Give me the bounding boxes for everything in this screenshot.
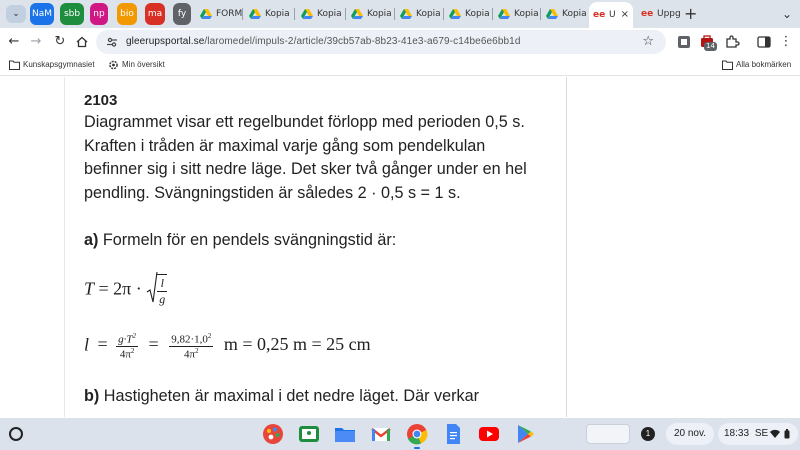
equals-sign: = <box>148 334 159 355</box>
bookmark-min-oversikt[interactable] <box>108 56 165 74</box>
fraction-denominator: g <box>159 292 166 306</box>
notification-count-badge[interactable]: 1 <box>641 427 655 441</box>
tab-kopia-2[interactable] <box>297 3 343 25</box>
tab-group-nam[interactable] <box>30 3 54 25</box>
sqrt-sign-icon <box>146 272 158 304</box>
exponent: 2 <box>207 332 212 340</box>
bookmarks-bar <box>0 56 800 76</box>
tab-group-sbb[interactable] <box>60 3 84 25</box>
site-info-icon <box>106 36 118 48</box>
gleerups-favicon-icon: ee <box>641 9 654 19</box>
intro-line: Kraften i tråden är maximal varje gång som pendelkulan <box>84 136 486 155</box>
gmail-app-icon[interactable] <box>370 423 392 445</box>
tab-separator <box>294 8 295 20</box>
bookmark-label: Alla bokmärken <box>736 60 792 69</box>
fraction-2 <box>169 332 213 360</box>
home-button[interactable] <box>72 32 92 52</box>
status-tray-button[interactable] <box>718 423 798 445</box>
tab-title: Kopia <box>265 9 290 19</box>
tab-separator <box>492 8 493 20</box>
date-tray-button[interactable]: 20 nov. <box>666 423 714 445</box>
google-drive-icon <box>301 8 313 20</box>
browser-toolbar <box>0 28 800 56</box>
tab-active[interactable] <box>589 2 633 28</box>
sqrt-expression <box>146 274 167 307</box>
equals-sign: = <box>97 334 108 355</box>
formula-period <box>84 274 167 307</box>
part-b-heading <box>84 387 479 406</box>
reload-button[interactable]: ↻ <box>54 34 66 49</box>
extension-badge-count: 14 <box>706 42 715 50</box>
tab-group-label: np <box>93 9 105 19</box>
tab-kopia-6[interactable] <box>494 3 540 25</box>
close-tab-icon[interactable]: × <box>620 9 629 20</box>
extension-badge-button[interactable] <box>700 34 716 50</box>
address-bar[interactable] <box>96 30 666 54</box>
tab-title: Kopia <box>416 9 441 19</box>
holding-space-thumbnail[interactable] <box>586 424 630 444</box>
intro-line: Diagrammet visar ett regelbundet förlopp med perioden 0,5 s. <box>84 113 525 131</box>
tab-title: U <box>609 10 616 20</box>
tab-separator <box>394 8 395 20</box>
tab-strip <box>0 0 800 28</box>
page-content <box>0 77 800 417</box>
tab-kopia-1[interactable] <box>245 3 291 25</box>
google-drive-icon <box>498 8 510 20</box>
battery-icon <box>784 429 790 439</box>
tab-title: Kopia <box>465 9 490 19</box>
folder-icon <box>722 60 733 70</box>
tab-separator <box>540 8 541 20</box>
canvas-app-icon[interactable] <box>262 423 284 445</box>
fraction-numerator <box>169 332 213 347</box>
new-tab-button[interactable]: + <box>684 4 698 23</box>
gear-icon <box>108 60 119 70</box>
bookmark-label: Min översikt <box>122 60 165 69</box>
wifi-icon <box>770 430 780 438</box>
tab-group-np[interactable] <box>90 3 108 25</box>
exercise-solution <box>84 91 554 205</box>
tab-kopia-4[interactable] <box>396 3 442 25</box>
numerator-text: 9,82·1,0 <box>171 333 208 346</box>
intro-line: pendling. Svängningstiden är således 2 · 0,5 s = 1 s. <box>84 183 461 202</box>
denominator-text: 4π <box>184 348 196 361</box>
collapse-icon[interactable]: ⌄ <box>781 7 792 21</box>
tab-group-label: fy <box>177 9 187 19</box>
formula-length <box>84 332 371 360</box>
google-drive-icon <box>449 8 461 20</box>
part-a-label: a) <box>84 231 99 249</box>
tab-title: Kopia <box>514 9 539 19</box>
tab-title: FORM <box>216 9 243 19</box>
part-a-heading <box>84 231 396 250</box>
tab-title: Kopia <box>367 9 392 19</box>
files-app-icon[interactable] <box>334 423 356 445</box>
side-panel-icon[interactable] <box>756 34 772 50</box>
tab-separator <box>345 8 346 20</box>
chrome-app-icon[interactable] <box>406 423 428 445</box>
tab-group-label: bio <box>120 9 134 19</box>
folder-icon <box>9 60 20 70</box>
tab-title: Kopia <box>562 9 587 19</box>
tab-title: Kopia <box>317 9 342 19</box>
intro-line: befinner sig i sitt nedre läge. Det sker två gånger under en hel <box>84 160 527 178</box>
bookmark-label: Kunskapsgymnasiet <box>23 60 95 69</box>
classroom-app-icon[interactable] <box>298 423 320 445</box>
formula-equals: = 2π · <box>98 278 142 299</box>
tab-search-button[interactable]: ⌄ <box>6 5 26 23</box>
numerator-text: g·T <box>118 333 133 346</box>
formula-lhs: T <box>84 278 95 299</box>
clock-time: 18:33 <box>724 428 750 439</box>
os-shelf <box>0 418 800 450</box>
google-drive-icon <box>249 8 261 20</box>
tab-uppg[interactable] <box>637 3 679 25</box>
sqrt-fraction <box>157 274 167 307</box>
google-drive-icon <box>400 8 412 20</box>
bookmark-kunskapsgymnasiet[interactable] <box>9 56 95 74</box>
tab-group-fy[interactable] <box>173 3 191 25</box>
fraction-numerator <box>116 332 138 347</box>
bookmark-star-icon[interactable]: ☆ <box>642 34 654 49</box>
youtube-app-icon[interactable] <box>478 423 500 445</box>
google-drive-icon <box>546 8 558 20</box>
exercise-number: 2103 <box>84 92 118 109</box>
exponent: 2 <box>195 346 199 355</box>
url-text <box>126 30 520 54</box>
url-path: /laromedel/impuls-2/article/39cb57ab-8b23-41e3-a679-c14be6e6bb1d <box>204 36 521 47</box>
play-store-app-icon[interactable] <box>514 423 536 445</box>
formula-result: m = 0,25 m = 25 cm <box>223 334 371 355</box>
launcher-button[interactable] <box>9 427 23 441</box>
exponent: 2 <box>132 332 137 340</box>
tab-group-label: ma <box>147 9 163 19</box>
tab-group-label: sbb <box>63 9 81 19</box>
home-icon <box>76 36 88 48</box>
google-drive-icon <box>351 8 363 20</box>
content-left-border <box>64 77 65 417</box>
tab-form[interactable] <box>196 3 243 25</box>
part-b-text: Hastigheten är maximal i det nedre läget. Där verkar <box>99 387 479 405</box>
fraction-denominator <box>116 347 138 361</box>
content-right-border <box>566 77 567 417</box>
fraction-denominator <box>169 347 213 361</box>
tab-group-label: NaM <box>31 9 52 19</box>
gleerups-favicon-icon: ee <box>593 10 606 20</box>
back-button[interactable]: ← <box>8 34 20 49</box>
menu-more-icon[interactable]: ⋮ <box>779 34 793 49</box>
running-indicator <box>414 447 420 449</box>
tab-title: Uppg <box>657 9 681 19</box>
tab-group-bio[interactable] <box>117 3 137 25</box>
forward-button[interactable]: → <box>30 34 42 49</box>
extension-icon[interactable] <box>676 34 692 50</box>
denominator-text: 4π <box>119 348 131 361</box>
tab-kopia-7[interactable] <box>542 3 586 25</box>
tab-group-ma[interactable] <box>145 3 165 25</box>
part-a-text: Formeln för en pendels svängningstid är: <box>98 231 397 249</box>
tab-separator <box>443 8 444 20</box>
tab-kopia-3[interactable] <box>347 3 393 25</box>
tab-separator <box>242 8 243 20</box>
intro-paragraph <box>84 111 554 205</box>
puzzle-icon[interactable] <box>724 34 740 50</box>
google-drive-icon <box>200 8 212 20</box>
fraction-numerator: l <box>157 276 167 292</box>
tab-kopia-5[interactable] <box>445 3 491 25</box>
exponent: 2 <box>130 346 135 355</box>
docs-app-icon[interactable] <box>442 423 464 445</box>
url-host: gleerupsportal.se <box>126 36 205 47</box>
formula-lhs: l <box>84 334 90 355</box>
keyboard-locale: SE <box>754 428 769 439</box>
part-b-label: b) <box>84 387 100 405</box>
fraction-1 <box>116 332 138 360</box>
all-bookmarks-button[interactable] <box>722 56 791 74</box>
